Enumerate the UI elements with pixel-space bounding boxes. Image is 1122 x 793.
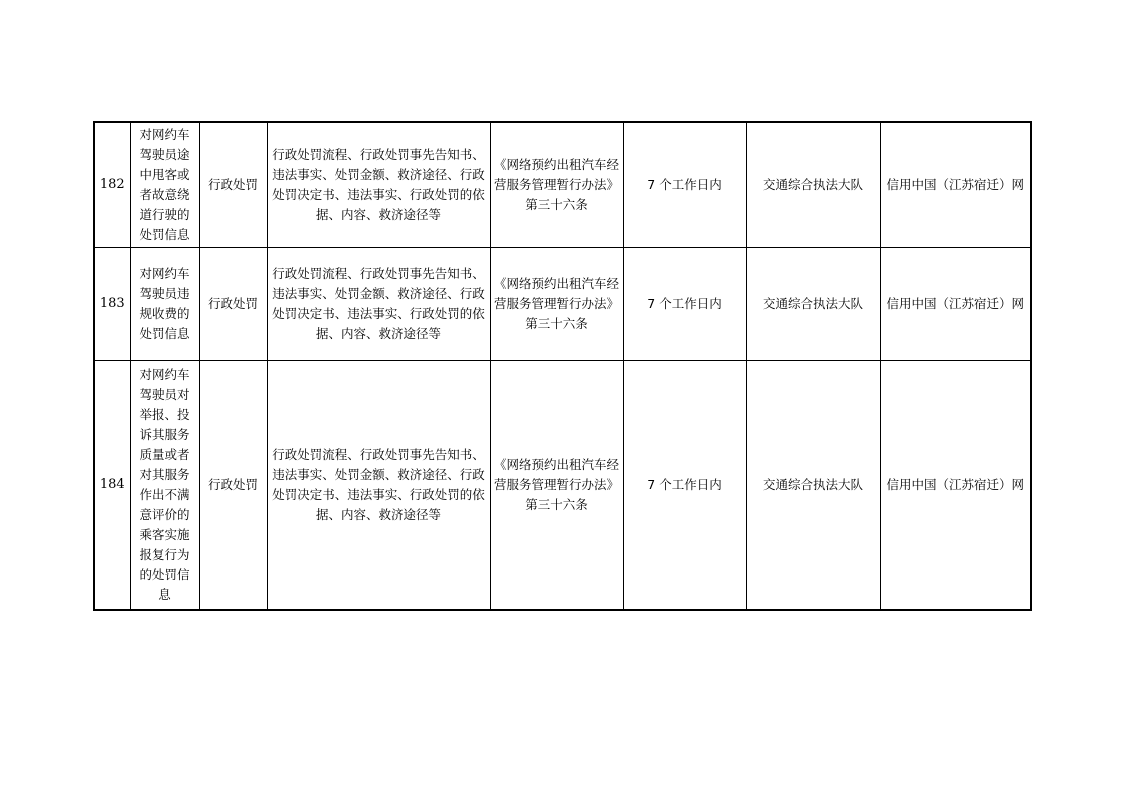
item-department: 交通综合执法大队 [746, 247, 880, 360]
item-channel: 信用中国（江苏宿迁）网 [880, 247, 1031, 360]
row-number: 183 [94, 247, 130, 360]
item-category: 行政处罚 [199, 360, 267, 610]
table-row [94, 122, 1031, 247]
item-name: 对网约车驾驶员途中甩客或者故意绕道行驶的处罚信息 [130, 122, 199, 247]
item-basis: 《网络预约出租汽车经营服务管理暂行办法》第三十六条 [490, 360, 623, 610]
item-content: 行政处罚流程、行政处罚事先告知书、违法事实、处罚金额、救济途径、行政处罚决定书、违法事实、行政处罚的依据、内容、救济途径等 [267, 122, 490, 247]
item-time-limit: 7 个工作日内 [623, 122, 746, 247]
item-content: 行政处罚流程、行政处罚事先告知书、违法事实、处罚金额、救济途径、行政处罚决定书、违法事实、行政处罚的依据、内容、救济途径等 [267, 360, 490, 610]
table-row [94, 360, 1031, 610]
item-basis: 《网络预约出租汽车经营服务管理暂行办法》第三十六条 [490, 247, 623, 360]
item-category: 行政处罚 [199, 247, 267, 360]
item-department: 交通综合执法大队 [746, 360, 880, 610]
disclosure-table [93, 121, 1032, 611]
item-department: 交通综合执法大队 [746, 122, 880, 247]
item-channel: 信用中国（江苏宿迁）网 [880, 122, 1031, 247]
item-name: 对网约车驾驶员违规收费的处罚信息 [130, 247, 199, 360]
item-name: 对网约车驾驶员对举报、投诉其服务质量或者对其服务作出不满意评价的乘客实施报复行为的处罚信息 [130, 360, 199, 610]
item-time-limit: 7 个工作日内 [623, 247, 746, 360]
item-content: 行政处罚流程、行政处罚事先告知书、违法事实、处罚金额、救济途径、行政处罚决定书、违法事实、行政处罚的依据、内容、救济途径等 [267, 247, 490, 360]
item-channel: 信用中国（江苏宿迁）网 [880, 360, 1031, 610]
table-row [94, 247, 1031, 360]
item-time-limit: 7 个工作日内 [623, 360, 746, 610]
item-category: 行政处罚 [199, 122, 267, 247]
item-basis: 《网络预约出租汽车经营服务管理暂行办法》第三十六条 [490, 122, 623, 247]
row-number: 184 [94, 360, 130, 610]
row-number: 182 [94, 122, 130, 247]
